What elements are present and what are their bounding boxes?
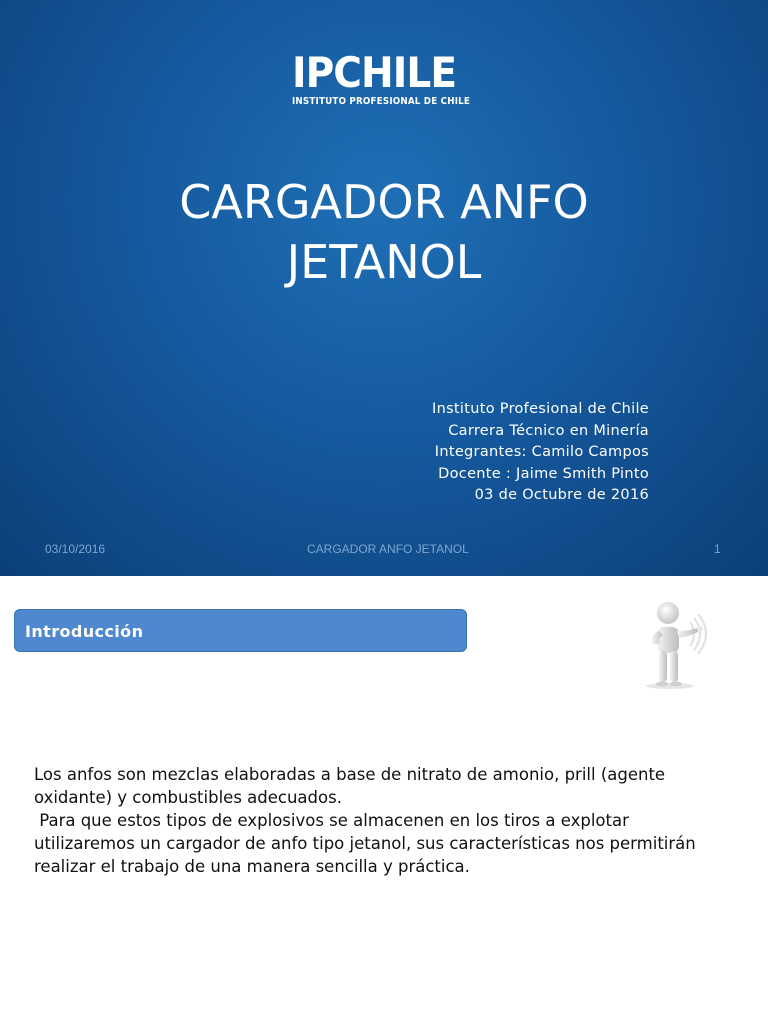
info-career: Carrera Técnico en Minería (448, 422, 649, 439)
info-date: 03 de Octubre de 2016 (474, 487, 649, 504)
ipchile-logo (292, 48, 474, 108)
info-teacher: Docente : Jaime Smith Pinto (438, 465, 649, 482)
footer-date: 03/10/2016 (45, 542, 106, 556)
title-line-2: JETANOL (286, 235, 482, 289)
paragraph-2: Para que estos tipos de explosivos se almacenen en los tiros a explotar utilizaremos un cargador de anfo tipo jetanol, sus características nos permitirán realizar el trabajo de una manera sencilla y práctica. (34, 811, 701, 876)
logo-main-text: IPCHILE (292, 48, 457, 97)
footer-title: CARGADOR ANFO JETANOL (307, 542, 469, 556)
footer-page-number: 1 (714, 542, 721, 556)
slide-title (0, 172, 768, 292)
logo-sub-text: INSTITUTO PROFESIONAL DE CHILE (292, 96, 471, 107)
section-title: Introducción (25, 622, 144, 641)
author-info (432, 399, 649, 507)
thinking-person-icon (630, 598, 724, 690)
info-members: Integrantes: Camilo Campos (434, 444, 649, 461)
introduction-text (34, 763, 734, 878)
title-line-1: CARGADOR ANFO (179, 175, 589, 229)
paragraph-1: Los anfos son mezclas elaboradas a base de nitrato de amonio, prill (agente oxidante) y combustibles adecuados. (34, 765, 671, 807)
info-institution: Instituto Profesional de Chile (432, 401, 649, 417)
section-header-bar (14, 609, 467, 652)
